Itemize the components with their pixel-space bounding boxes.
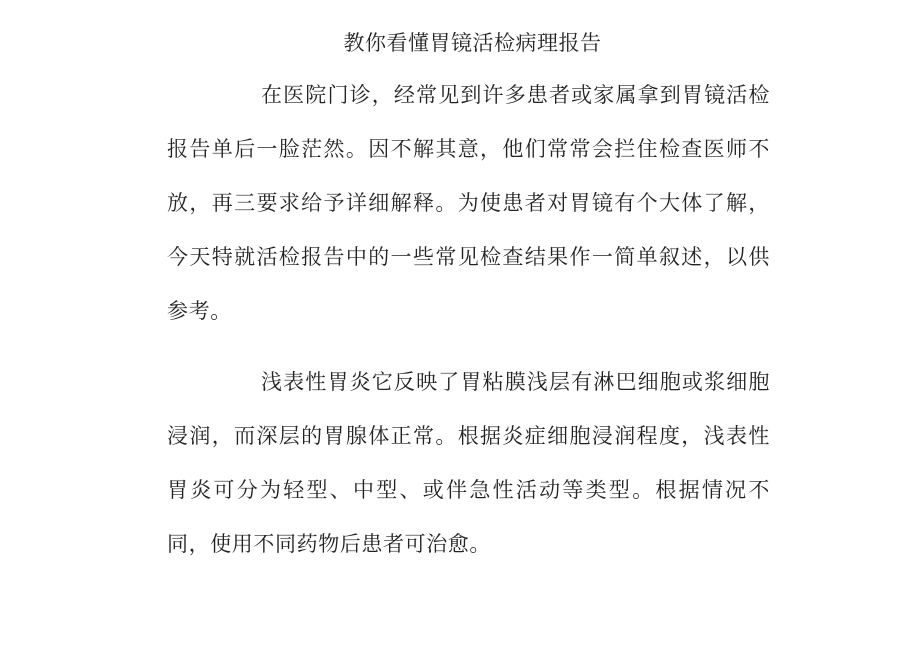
paragraph-superficial-gastritis: 浅表性胃炎它反映了胃粘膜浅层有淋巴细胞或浆细胞浸润，而深层的胃腺体正常。根据炎症细胞浸润程度，浅表性胃炎可分为轻型、中型、或伴急性活动等类型。根据情况不同，使用不同药物后患者可治愈。 [167, 370, 770, 556]
document-title: 教你看懂胃镜活检病理报告 [343, 31, 602, 55]
paragraph-intro: 在医院门诊，经常见到许多患者或家属拿到胃镜活检报告单后一脸茫然。因不解其意，他们常常会拦住检查医师不放，再三要求给予详细解释。为使患者对胃镜有个大体了解，今天特就活检报告中的一些常见检查结果作一简单叙述，以供参考。 [167, 83, 770, 323]
